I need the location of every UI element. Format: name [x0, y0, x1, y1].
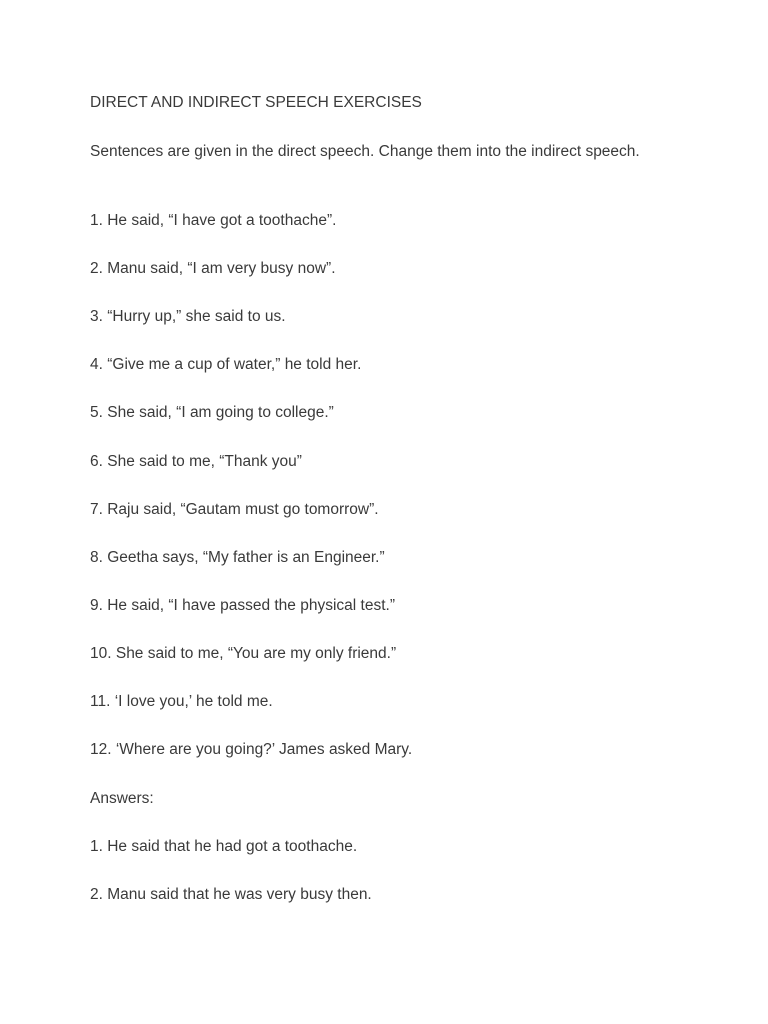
exercise-item: 12. ‘Where are you going?’ James asked Mary.	[90, 741, 413, 758]
exercise-item: 2. Manu said, “I am very busy now”.	[90, 260, 336, 277]
document-title: DIRECT AND INDIRECT SPEECH EXERCISES	[90, 94, 422, 111]
exercise-item: 3. “Hurry up,” she said to us.	[90, 308, 286, 325]
instructions-text: Sentences are given in the direct speech. Change them into the indirect speech.	[90, 143, 640, 160]
exercise-item: 11. ‘I love you,’ he told me.	[90, 693, 273, 710]
answer-item: 1. He said that he had got a toothache.	[90, 838, 358, 855]
exercise-item: 4. “Give me a cup of water,” he told her.	[90, 356, 362, 373]
exercise-item: 6. She said to me, “Thank you”	[90, 453, 302, 470]
answers-heading: Answers:	[90, 790, 154, 807]
exercise-item: 8. Geetha says, “My father is an Engineer.”	[90, 549, 385, 566]
exercise-item: 1. He said, “I have got a toothache”.	[90, 212, 337, 229]
answer-item: 2. Manu said that he was very busy then.	[90, 886, 372, 903]
exercise-item: 7. Raju said, “Gautam must go tomorrow”.	[90, 501, 379, 518]
exercise-item: 9. He said, “I have passed the physical test.”	[90, 597, 395, 614]
exercise-item: 10. She said to me, “You are my only friend.”	[90, 645, 397, 662]
exercise-item: 5. She said, “I am going to college.”	[90, 404, 334, 421]
